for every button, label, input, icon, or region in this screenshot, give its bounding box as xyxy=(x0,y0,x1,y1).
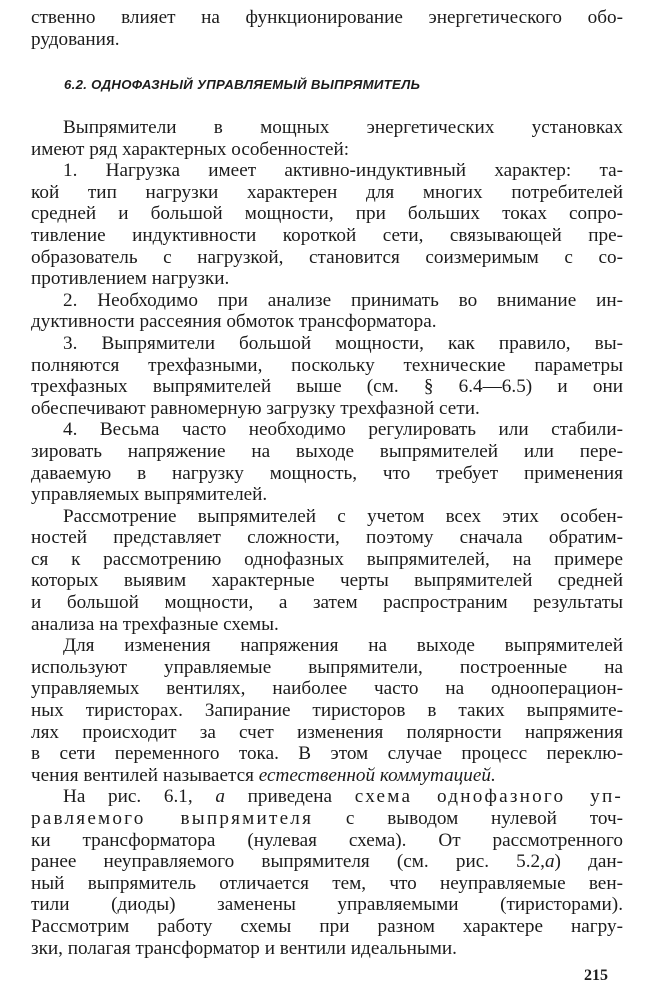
text-line: дуктивности рассеяния обмоток трансформатора. xyxy=(31,311,437,333)
text-line: 2. Необходимо при анализе принимать во внимание ин- xyxy=(63,289,623,311)
text-line: ных тиристорах. Запирание тиристоров в таких выпрямите- xyxy=(31,700,623,722)
text-line: 1. Нагрузка имеет активно-индуктивный характер: та- xyxy=(63,160,623,182)
text-line: даваемую в нагрузку мощность, что требует применения xyxy=(31,462,623,484)
continuation-paragraph xyxy=(31,7,623,50)
text-line: полняются трехфазными, поскольку технические параметры xyxy=(31,354,623,376)
text-line: тили (диоды) заменены управляемыми (тиристорами). xyxy=(31,894,623,916)
text-line: ки трансформатора (нулевая схема). От рассмотренного xyxy=(31,829,623,851)
text-line: 3. Выпрямители большой мощности, как правило, вы- xyxy=(63,332,623,354)
text-line: анализа на трехфазные схемы. xyxy=(31,613,279,635)
text-fragment: ранее неуправляемого выпрямителя (см. рис. 5.2, xyxy=(31,851,545,873)
text-line: зировать напряжение на выходе выпрямителей или пере- xyxy=(31,440,623,462)
text-line xyxy=(31,851,623,873)
text-line: Рассмотрим работу схемы при разном характере нагру- xyxy=(31,915,623,937)
text-line: трехфазных выпрямителей выше (см. § 6.4—6.5) и они xyxy=(31,376,623,398)
text-line: рудования. xyxy=(31,28,120,50)
text-fragment: приведена xyxy=(247,786,333,808)
text-line: используют управляемые выпрямители, построенные на xyxy=(31,656,623,678)
text-fragment: ) дан- xyxy=(554,851,624,873)
text-line: зки, полагая трансформатор и вентили идеальными. xyxy=(31,937,457,959)
text-line: средней и большой мощности, при больших токах сопро- xyxy=(31,203,623,225)
page-number: 215 xyxy=(584,967,608,984)
text-line: 4. Весьма часто необходимо регулировать или стабили- xyxy=(63,419,623,441)
text-line: управляемых выпрямителей. xyxy=(31,484,268,506)
text-line: ственно влияет на функционирование энергетического обо- xyxy=(31,7,623,28)
text-line: управляемых вентилях, наиболее часто на однооперацион- xyxy=(31,678,623,700)
text-line: которых выявим характерные черты выпрямителей средней xyxy=(31,570,623,592)
text-line: и большой мощности, а затем распространим результаты xyxy=(31,592,623,614)
text-line: ностей представляет сложности, поэтому сначала обратим- xyxy=(31,527,623,549)
text-line: лях происходит за счет изменения полярности напряжения xyxy=(31,721,623,743)
text-fragment: с выводом нулевой точ- xyxy=(345,808,623,829)
spaced-term: схема однофазного уп- xyxy=(354,786,624,808)
text-line: противлением нагрузки. xyxy=(31,268,230,290)
text-line: Рассмотрение выпрямителей с учетом всех этих особен- xyxy=(63,505,623,527)
main-text xyxy=(31,117,623,959)
spaced-term: равляемого выпрямителя xyxy=(31,808,314,829)
text-line: образователь с нагрузкой, становится соизмеримым с со- xyxy=(31,246,623,268)
text-line: ный выпрямитель отличается тем, что неуправляемые вен- xyxy=(31,872,623,894)
text-line: тивление индуктивности короткой сети, связывающей пре- xyxy=(31,224,623,246)
text-line: в сети переменного тока. В этом случае процесс переклю- xyxy=(31,743,623,765)
text-line: кой тип нагрузки характерен для многих потребителей xyxy=(31,181,623,203)
text-fragment: На рис. 6.1, xyxy=(63,786,193,808)
italic-term: естественной коммутацией. xyxy=(258,764,496,786)
text-line xyxy=(31,765,623,787)
text-line: ся к рассмотрению однофазных выпрямителей, на примере xyxy=(31,548,623,570)
text-fragment: чения вентилей называется xyxy=(31,764,254,786)
figure-letter: а xyxy=(215,786,225,808)
text-line xyxy=(31,786,623,808)
text-line xyxy=(31,808,623,830)
figure-letter: а xyxy=(544,851,555,873)
text-line: имеют ряд характерных особенностей: xyxy=(31,138,350,160)
text-line: Выпрямители в мощных энергетических установках xyxy=(63,117,623,138)
section-heading: 6.2. ОДНОФАЗНЫЙ УПРАВЛЯЕМЫЙ ВЫПРЯМИТЕЛЬ xyxy=(64,77,421,92)
text-line: обеспечивают равномерную загрузку трехфазной сети. xyxy=(31,397,480,419)
text-line: Для изменения напряжения на выходе выпрямителей xyxy=(63,635,623,657)
